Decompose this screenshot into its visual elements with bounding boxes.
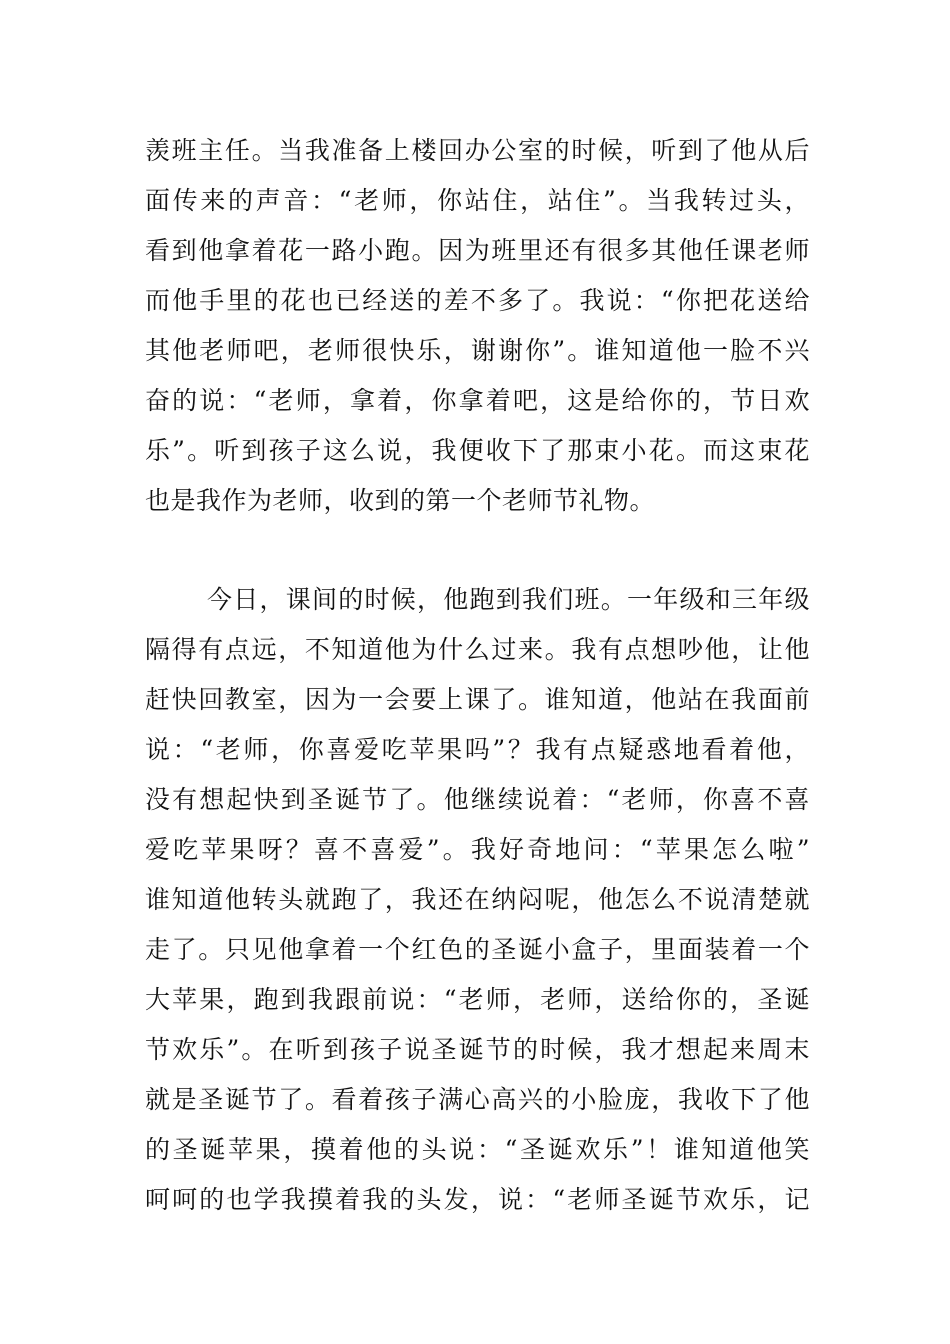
paragraph-line: 隔得有点远，不知道他为什么过来。我有点想吵他，让他 <box>145 635 810 664</box>
paragraph-line: 乐”。听到孩子这么说，我便收下了那束小花。而这束花 <box>145 436 810 465</box>
paragraph-line: 奋的说：“老师，拿着，你拿着吧，这是给你的，节日欢 <box>145 386 810 415</box>
paragraph-line: 就是圣诞节了。看着孩子满心高兴的小脸庞，我收下了他 <box>145 1085 810 1114</box>
paragraph-line: 大苹果，跑到我跟前说：“老师，老师，送给你的，圣诞 <box>145 985 810 1014</box>
paragraph-line: 节欢乐”。在听到孩子说圣诞节的时候，我才想起来周末 <box>145 1035 810 1064</box>
paragraph-line: 没有想起快到圣诞节了。他继续说着：“老师，你喜不喜 <box>145 785 810 814</box>
paragraph-line: 而他手里的花也已经送的差不多了。我说：“你把花送给 <box>145 286 810 315</box>
paragraph-line: 看到他拿着花一路小跑。因为班里还有很多其他任课老师 <box>145 236 810 265</box>
paragraph-line: 说：“老师，你喜爱吃苹果吗”？我有点疑惑地看着他， <box>145 735 810 764</box>
paragraph-line: 呵呵的也学我摸着我的头发，说：“老师圣诞节欢乐，记 <box>145 1185 810 1214</box>
paragraph-line: 谁知道他转头就跑了，我还在纳闷呢，他怎么不说清楚就 <box>145 885 810 914</box>
paragraph-line: 羡班主任。当我准备上楼回办公室的时候，听到了他从后 <box>145 136 810 165</box>
paragraph-line: 也是我作为老师，收到的第一个老师节礼物。 <box>145 486 656 515</box>
paragraph-line: 今日，课间的时候，他跑到我们班。一年级和三年级 <box>207 585 810 614</box>
paragraph-line: 赶快回教室，因为一会要上课了。谁知道，他站在我面前 <box>145 685 810 714</box>
paragraph-line: 面传来的声音：“老师，你站住，站住”。当我转过头， <box>145 186 810 215</box>
paragraph-line: 爱吃苹果呀？喜不喜爱”。我好奇地问：“苹果怎么啦” <box>145 835 810 864</box>
paragraph-line: 其他老师吧，老师很快乐，谢谢你”。谁知道他一脸不兴 <box>145 336 810 365</box>
paragraph-line: 走了。只见他拿着一个红色的圣诞小盒子，里面装着一个 <box>145 935 810 964</box>
paragraph-line: 的圣诞苹果，摸着他的头说：“圣诞欢乐”！谁知道他笑 <box>145 1135 810 1164</box>
